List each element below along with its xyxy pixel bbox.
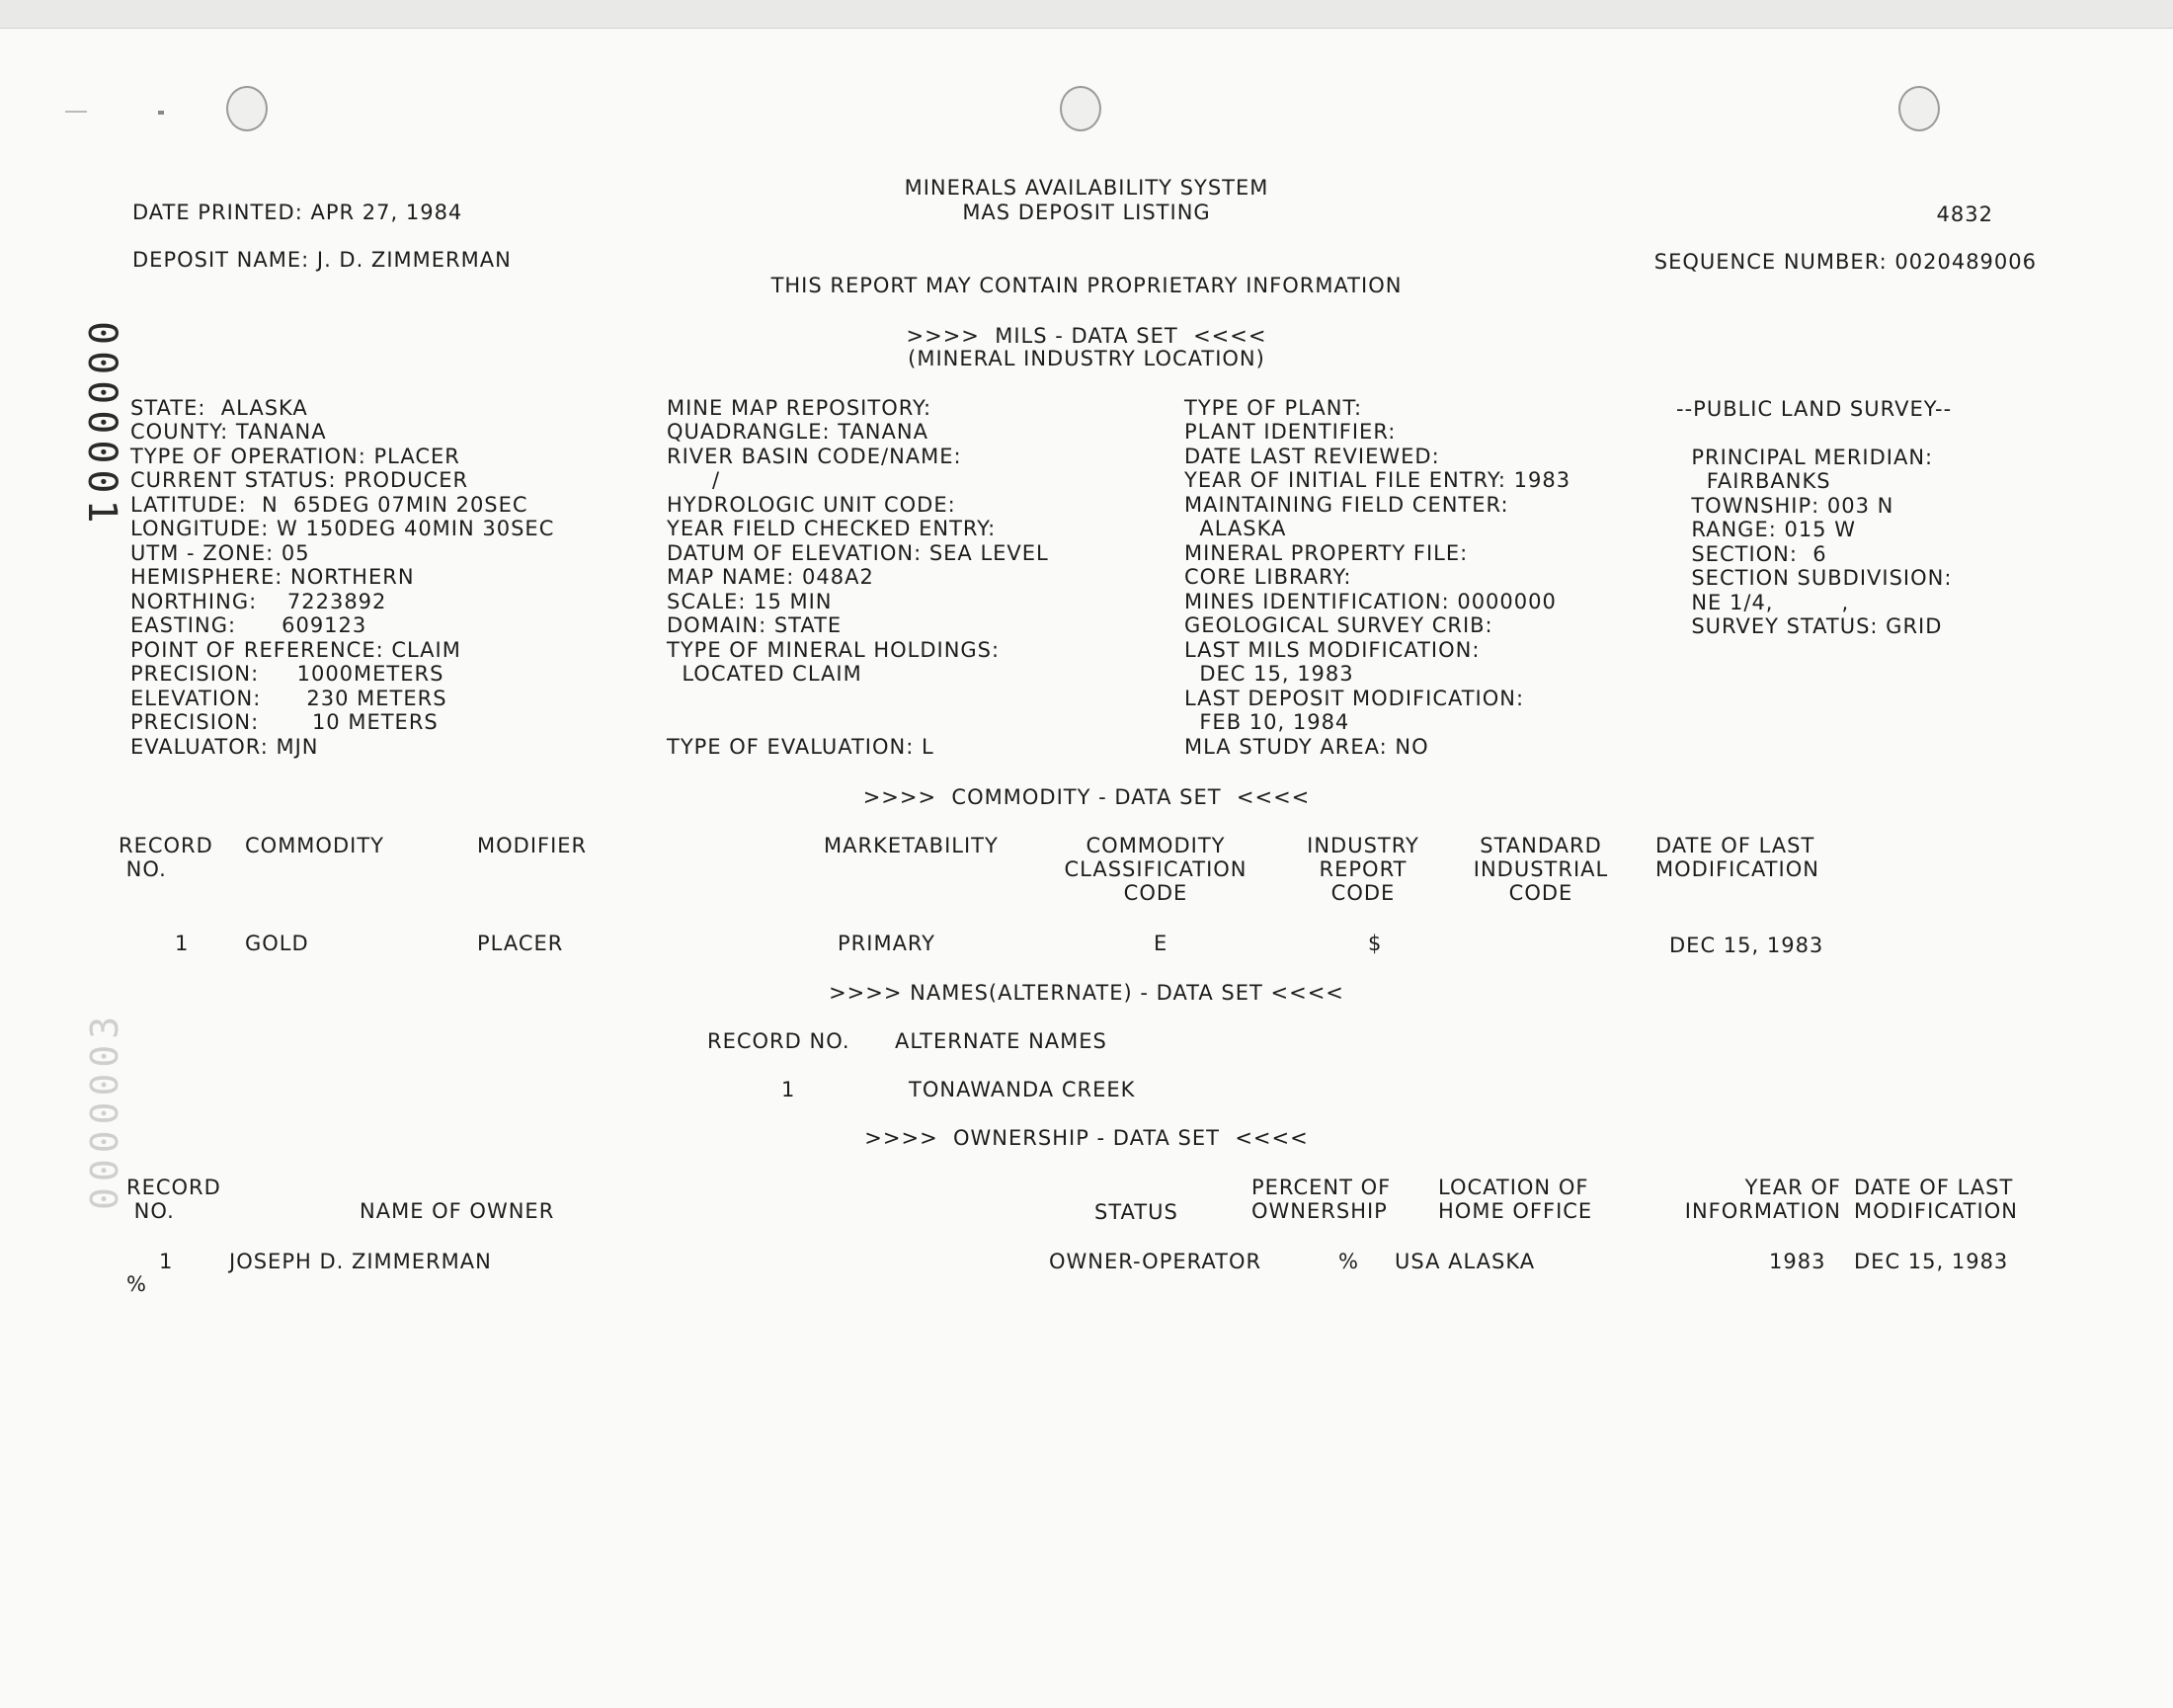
mils-field: EVALUATOR: MJN <box>130 735 319 759</box>
deposit-name: DEPOSIT NAME: J. D. ZIMMERMAN <box>132 248 512 272</box>
col-commodity: COMMODITY <box>245 834 384 857</box>
mils-field: LAST DEPOSIT MODIFICATION: <box>1184 687 1525 710</box>
col-standard-code: STANDARD INDUSTRIAL CODE <box>1473 834 1609 905</box>
col-percent: PERCENT OF OWNERSHIP <box>1251 1176 1392 1223</box>
cell-marketability: PRIMARY <box>838 932 936 955</box>
proprietary-notice: THIS REPORT MAY CONTAIN PROPRIETARY INFORMATION <box>770 274 1403 297</box>
mils-field: UTM - ZONE: 05 <box>130 541 310 565</box>
mils-field: ALASKA <box>1184 517 1287 540</box>
col-classification: COMMODITY CLASSIFICATION CODE <box>1064 834 1247 905</box>
mils-field: DOMAIN: STATE <box>667 613 843 637</box>
mils-field: DEC 15, 1983 <box>1184 662 1354 686</box>
mils-field: LONGITUDE: W 150DEG 40MIN 30SEC <box>130 517 555 540</box>
names-col-alternate: ALTERNATE NAMES <box>895 1029 1107 1053</box>
mils-field: TYPE OF OPERATION: PLACER <box>130 445 460 468</box>
mils-field: SECTION: 6 <box>1676 542 1827 566</box>
col-date-modified: DATE OF LAST MODIFICATION <box>1854 1176 2018 1223</box>
col-year: YEAR OF INFORMATION <box>1684 1176 1841 1223</box>
col-industry-code: INDUSTRY REPORT CODE <box>1307 834 1419 905</box>
cell-percent: % <box>1338 1250 1359 1273</box>
end-of-listing-mark: % <box>126 1272 147 1296</box>
mils-field: MINERAL PROPERTY FILE: <box>1184 541 1469 565</box>
cell-owner-name: JOSEPH D. ZIMMERMAN <box>229 1250 492 1273</box>
mils-field: ELEVATION: 230 METERS <box>130 687 447 710</box>
mils-field: --PUBLIC LAND SURVEY-- <box>1676 397 1953 421</box>
ownership-heading: >>>> OWNERSHIP - DATA SET <<<< <box>864 1126 1309 1150</box>
cell-date-modified: DEC 15, 1983 <box>1669 934 1824 957</box>
mils-field: TYPE OF EVALUATION: L <box>667 735 934 759</box>
cell-record-no: 1 <box>175 932 190 955</box>
side-number-stamp-faded-text: 0000003 <box>83 1010 126 1210</box>
cell-year: 1983 <box>1769 1250 1826 1273</box>
mils-field: PRECISION: 1000METERS <box>130 662 444 686</box>
listing-title: MAS DEPOSIT LISTING <box>962 201 1211 224</box>
stray-mark <box>65 111 87 113</box>
cell-commodity: GOLD <box>245 932 309 955</box>
mils-field: MAP NAME: 048A2 <box>667 565 874 589</box>
col-record-no: RECORD NO. <box>126 1176 221 1223</box>
punch-hole-right <box>1898 86 1940 131</box>
col-location: LOCATION OF HOME OFFICE <box>1438 1176 1593 1223</box>
mils-field: NE 1/4, , <box>1676 591 1850 614</box>
mils-field: STATE: ALASKA <box>130 396 308 420</box>
col-record-no: RECORD NO. <box>119 834 213 881</box>
mils-field: POINT OF REFERENCE: CLAIM <box>130 638 461 662</box>
mils-field: CORE LIBRARY: <box>1184 565 1352 589</box>
mils-field: CURRENT STATUS: PRODUCER <box>130 468 469 492</box>
mils-field: LATITUDE: N 65DEG 07MIN 20SEC <box>130 493 528 517</box>
mils-field: LAST MILS MODIFICATION: <box>1184 638 1481 662</box>
mils-field: SURVEY STATUS: GRID <box>1676 614 1943 638</box>
cell-status: OWNER-OPERATOR <box>1049 1250 1262 1273</box>
cell-date-modified: DEC 15, 1983 <box>1854 1250 2009 1273</box>
names-col-record-no: RECORD NO. <box>707 1029 850 1053</box>
date-printed: DATE PRINTED: APR 27, 1984 <box>132 201 463 224</box>
names-cell-alternate: TONAWANDA CREEK <box>909 1078 1136 1101</box>
mils-field: RANGE: 015 W <box>1676 518 1856 541</box>
punch-hole-left <box>226 86 268 131</box>
cell-industry-code: $ <box>1368 932 1383 955</box>
mils-field: FEB 10, 1984 <box>1184 710 1350 734</box>
mils-field: SCALE: 15 MIN <box>667 590 833 613</box>
side-number-stamp <box>81 321 124 529</box>
mils-heading: >>>> MILS - DATA SET <<<< <box>906 324 1267 348</box>
col-date-modified: DATE OF LAST MODIFICATION <box>1655 834 1819 881</box>
mils-field: PRECISION: 10 METERS <box>130 710 439 734</box>
mils-field: RIVER BASIN CODE/NAME: <box>667 445 962 468</box>
mils-field: PRINCIPAL MERIDIAN: <box>1676 446 1934 469</box>
mils-field: GEOLOGICAL SURVEY CRIB: <box>1184 613 1493 637</box>
mils-field: MINE MAP REPOSITORY: <box>667 396 932 420</box>
mils-field: LOCATED CLAIM <box>667 662 862 686</box>
mils-field: TYPE OF PLANT: <box>1184 396 1363 420</box>
cell-record-no: 1 <box>159 1250 174 1273</box>
stray-mark <box>158 111 164 115</box>
cell-modifier: PLACER <box>477 932 564 955</box>
commodity-heading: >>>> COMMODITY - DATA SET <<<< <box>862 785 1311 809</box>
page-number: 4832 <box>1936 203 1993 226</box>
mils-subheading: (MINERAL INDUSTRY LOCATION) <box>908 347 1265 370</box>
col-owner-name: NAME OF OWNER <box>360 1199 555 1223</box>
sequence-number: SEQUENCE NUMBER: 0020489006 <box>1653 250 2037 274</box>
mils-field: HYDROLOGIC UNIT CODE: <box>667 493 956 517</box>
mils-field: DATUM OF ELEVATION: SEA LEVEL <box>667 541 1049 565</box>
mils-field: YEAR OF INITIAL FILE ENTRY: 1983 <box>1184 468 1571 492</box>
mils-field: HEMISPHERE: NORTHERN <box>130 565 415 589</box>
mils-field: MAINTAINING FIELD CENTER: <box>1184 493 1509 517</box>
mils-field: YEAR FIELD CHECKED ENTRY: <box>667 517 997 540</box>
col-marketability: MARKETABILITY <box>824 834 999 857</box>
mils-field: QUADRANGLE: TANANA <box>667 420 928 444</box>
col-modifier: MODIFIER <box>477 834 588 857</box>
mils-field: / <box>667 468 721 492</box>
mils-field: MINES IDENTIFICATION: 0000000 <box>1184 590 1557 613</box>
mils-field: EASTING: 609123 <box>130 613 367 637</box>
mils-field: TYPE OF MINERAL HOLDINGS: <box>667 638 1001 662</box>
punch-hole-center <box>1060 86 1101 131</box>
mils-field: SECTION SUBDIVISION: <box>1676 566 1953 590</box>
mils-field: COUNTY: TANANA <box>130 420 327 444</box>
mils-field: NORTHING: 7223892 <box>130 590 387 613</box>
names-heading: >>>> NAMES(ALTERNATE) - DATA SET <<<< <box>829 981 1344 1005</box>
cell-classification: E <box>1154 932 1168 955</box>
col-status: STATUS <box>1094 1200 1178 1224</box>
mils-field: MLA STUDY AREA: NO <box>1184 735 1429 759</box>
system-title: MINERALS AVAILABILITY SYSTEM <box>904 176 1269 200</box>
side-number-stamp-text: 0000001 <box>79 321 124 529</box>
mils-field: DATE LAST REVIEWED: <box>1184 445 1440 468</box>
mils-field: TOWNSHIP: 003 N <box>1676 494 1894 518</box>
names-cell-record-no: 1 <box>781 1078 796 1101</box>
cell-location: USA ALASKA <box>1395 1250 1536 1273</box>
mils-field: PLANT IDENTIFIER: <box>1184 420 1397 444</box>
mils-field: FAIRBANKS <box>1676 469 1831 493</box>
